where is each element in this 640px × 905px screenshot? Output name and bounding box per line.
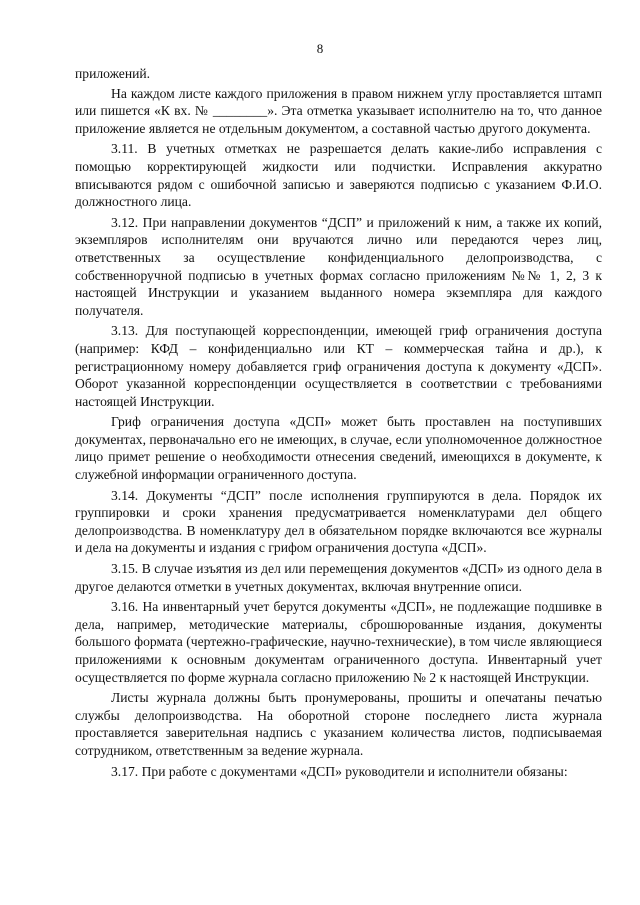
paragraph-3-13: 3.13. Для поступающей корреспонденции, имеющей гриф ограничения доступа (например: КФД – конфиденциально или КТ – коммерческая тайна и др.), к регистрационному номеру добавляется гриф ограничения доступа к документу «ДСП». Оборот указанной корреспонденции осуществляется в соответствии с требованиями настоящей Инструкции. bbox=[75, 323, 602, 409]
paragraph-continuation: приложений. bbox=[75, 66, 151, 81]
paragraph-3-15: 3.15. В случае изъятия из дел или перемещения документов «ДСП» из одного дела в другое делаются отметки в учетных документах, включая внутренние описи. bbox=[75, 561, 602, 594]
paragraph-grif: Гриф ограничения доступа «ДСП» может быть проставлен на поступивших документах, первоначально его не имеющих, в случае, если уполномоченное должностное лицо примет решение о необходимости отнесения сведений, имеющихся в документе, к служебной информации ограниченного доступа. bbox=[75, 414, 602, 483]
paragraph-journal-sheets: Листы журнала должны быть пронумерованы, прошиты и опечатаны печатью службы делопроизводства. На оборотной стороне последнего листа журнала проставляется заверительная надпись с указанием количества листов, подписываемая сотрудником, ответственным за ведение журнала. bbox=[75, 690, 602, 758]
paragraph-3-16: 3.16. На инвентарный учет берутся документы «ДСП», не подлежащие подшивке в дела, например, методические материалы, сброшюрованные издания, документы большого формата (чертежно-графические, научно-технические), в том числе являющиеся приложениями к основным документам ограниченного доступа. Инвентарный учет осуществляется по форме журнала согласно приложению № 2 к настоящей Инструкции. bbox=[75, 599, 602, 685]
paragraph-appendix-stamp: На каждом листе каждого приложения в правом нижнем углу проставляется штамп или пишется «К вх. № ________». Эта отметка указывает исполнителю на то, что данное приложение является не отдельным документом, а составной частью другого документа. bbox=[75, 85, 602, 136]
paragraph-3-11: 3.11. В учетных отметках не разрешается делать какие-либо исправления с помощью корректирующей жидкости или подчистки. Исправления аккуратно вписываются рядом с ошибочной записью и заверяются подписью с указанием Ф.И.О. должностного лица. bbox=[75, 141, 602, 210]
paragraph-3-14: 3.14. Документы “ДСП” после исполнения группируются в дела. Порядок их группировки и сроки хранения предусматривается номенклатурами дел общего делопроизводства. В номенклатуру дел в обязательном порядке включаются все журналы и дела на документы и издания с грифом ограничения доступа «ДСП». bbox=[75, 487, 602, 556]
document-body bbox=[75, 65, 602, 783]
page-number: 8 bbox=[316, 41, 324, 56]
paragraph-3-12: 3.12. При направлении документов “ДСП” и приложений к ним, а также их копий, экземпляров исполнителям они вручаются лично или передаются через лиц, ответственных за осуществление конфиденциального делопроизводства, с собственноручной подписью в учетных формах согласно приложениям №№ 1, 2, 3 к настоящей Инструкции и указанием выданного номера экземпляра для каждого получателя. bbox=[75, 214, 602, 318]
paragraph-3-17: 3.17. При работе с документами «ДСП» руководители и исполнители обязаны: bbox=[111, 763, 568, 779]
